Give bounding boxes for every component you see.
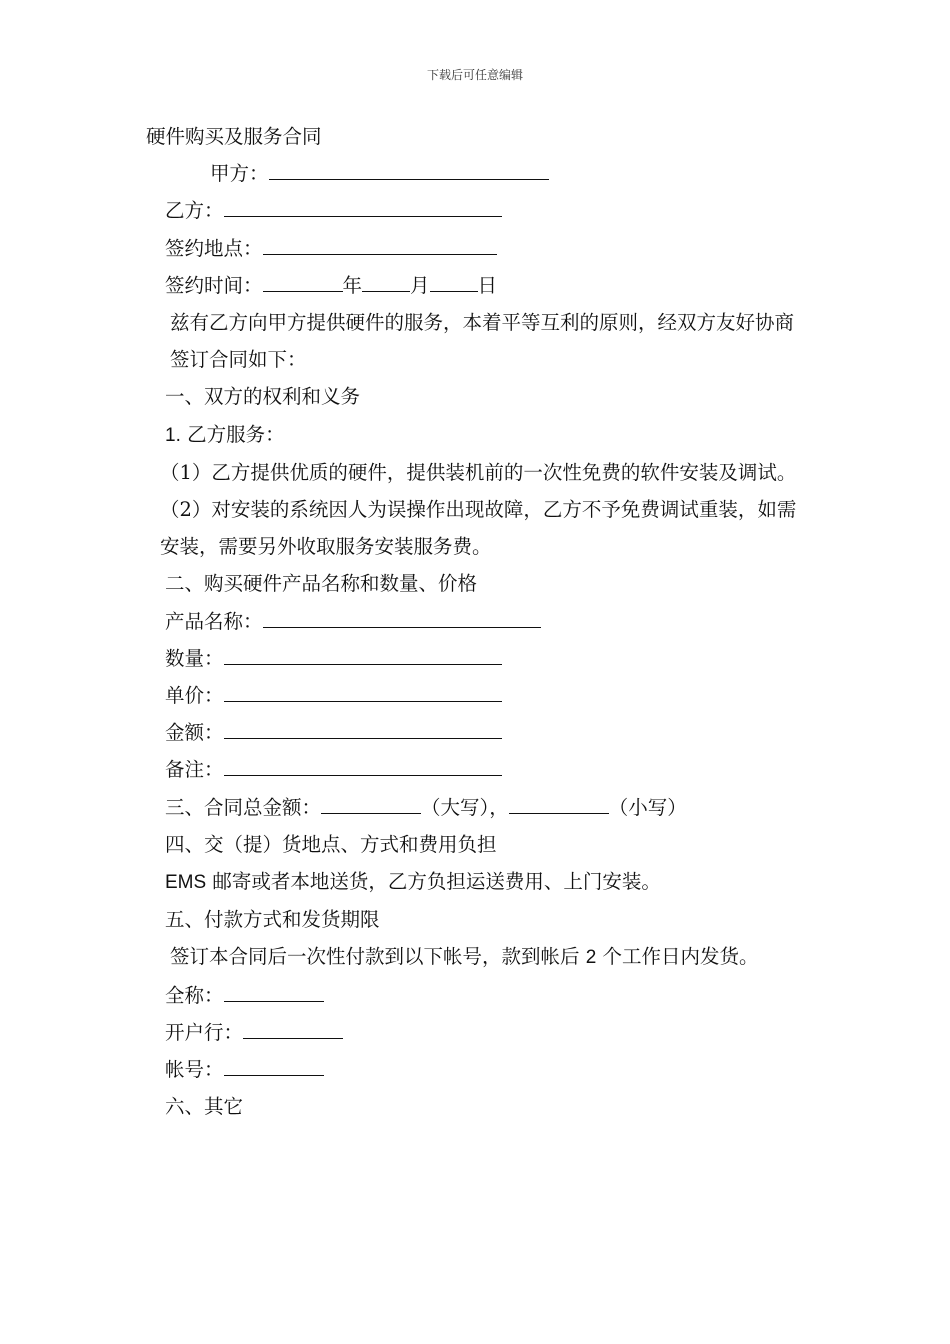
- party-b-label: 乙方：: [165, 199, 224, 223]
- total-upper-blank[interactable]: [321, 812, 421, 814]
- full-name-line: [146, 977, 808, 1014]
- account-blank[interactable]: [224, 1074, 324, 1076]
- section-6-title: 六、其它: [165, 1095, 244, 1119]
- product-name-line: [146, 603, 808, 640]
- amount-line: [146, 714, 808, 751]
- quantity-label: 数量：: [165, 646, 224, 670]
- party-a-line: [146, 155, 808, 192]
- sign-time-line: [146, 267, 808, 304]
- party-a-label: 甲方：: [210, 162, 269, 186]
- payment-text-b: 个工作日内发货。: [602, 945, 759, 969]
- party-b-line: [146, 192, 808, 229]
- section-5-paragraph: [146, 938, 808, 976]
- contract-body: [146, 118, 808, 1125]
- upper-case-label: （大写），: [421, 795, 509, 819]
- product-name-blank[interactable]: [263, 626, 541, 628]
- party-a-blank[interactable]: [269, 178, 549, 180]
- day-blank[interactable]: [430, 290, 478, 292]
- total-lower-blank[interactable]: [509, 812, 609, 814]
- delivery-text: 邮寄或者本地送货，乙方负担运送费用、上门安装。: [212, 870, 661, 894]
- page-header: 下载后可任意编辑: [426, 68, 523, 82]
- year-label: 年: [342, 273, 363, 297]
- item-label: 乙方服务：: [187, 422, 285, 446]
- section-1-paragraph-2: （2）对安装的系统因人为误操作出现故障，乙方不予免费调试重装，如需安装，需要另外收取服务安装服务费。: [160, 498, 797, 559]
- remark-line: [146, 751, 808, 788]
- account-label: 帐号：: [165, 1058, 224, 1082]
- full-name-label: 全称：: [165, 983, 224, 1007]
- bank-label: 开户行：: [165, 1020, 244, 1044]
- section-1-paragraph-1: （1）乙方提供优质的硬件，提供装机前的一次性免费的软件安装及调试。: [160, 460, 797, 484]
- section-4-title: 四、交（提）货地点、方式和费用负担: [165, 832, 497, 856]
- section-4-text: [146, 863, 808, 901]
- unit-price-blank[interactable]: [224, 700, 502, 702]
- section-3-label: 三、合同总金额：: [165, 795, 322, 819]
- product-name-label: 产品名称：: [165, 609, 263, 633]
- section-1-title: 一、双方的权利和义务: [165, 385, 361, 409]
- remark-label: 备注：: [165, 758, 224, 782]
- ems-text: EMS: [165, 872, 207, 894]
- section-5-title: 五、付款方式和发货期限: [165, 908, 380, 932]
- section-2-title: 二、购买硬件产品名称和数量、价格: [165, 572, 478, 596]
- payment-days: 2: [585, 947, 597, 969]
- lower-case-label: （小写）: [608, 795, 687, 819]
- unit-price-line: [146, 677, 808, 714]
- intro-paragraph: 兹有乙方向甲方提供硬件的服务，本着平等互利的原则，经双方友好协商签订合同如下：: [170, 311, 795, 372]
- sign-time-label: 签约时间：: [165, 273, 263, 297]
- month-label: 月: [410, 273, 430, 297]
- sign-place-label: 签约地点：: [165, 236, 263, 260]
- quantity-line: [146, 640, 808, 677]
- day-label: 日: [477, 273, 498, 297]
- unit-price-label: 单价：: [165, 684, 224, 708]
- full-name-blank[interactable]: [224, 1000, 324, 1002]
- payment-text-a: 签订本合同后一次性付款到以下帐号，款到帐后: [170, 945, 580, 969]
- bank-blank[interactable]: [243, 1037, 343, 1039]
- quantity-blank[interactable]: [224, 663, 502, 665]
- account-line: [146, 1051, 808, 1088]
- sign-place-blank[interactable]: [263, 253, 497, 255]
- section-3-line: [146, 789, 808, 826]
- amount-blank[interactable]: [224, 737, 502, 739]
- contract-title: 硬件购买及服务合同: [146, 125, 322, 148]
- year-blank[interactable]: [263, 290, 343, 292]
- bank-line: [146, 1014, 808, 1051]
- remark-blank[interactable]: [224, 774, 502, 776]
- month-blank[interactable]: [362, 290, 410, 292]
- party-b-blank[interactable]: [224, 215, 502, 217]
- sign-place-line: [146, 230, 808, 267]
- amount-label: 金额：: [165, 721, 224, 745]
- item-number: 1.: [165, 424, 181, 446]
- section-1-item-1: [146, 416, 808, 454]
